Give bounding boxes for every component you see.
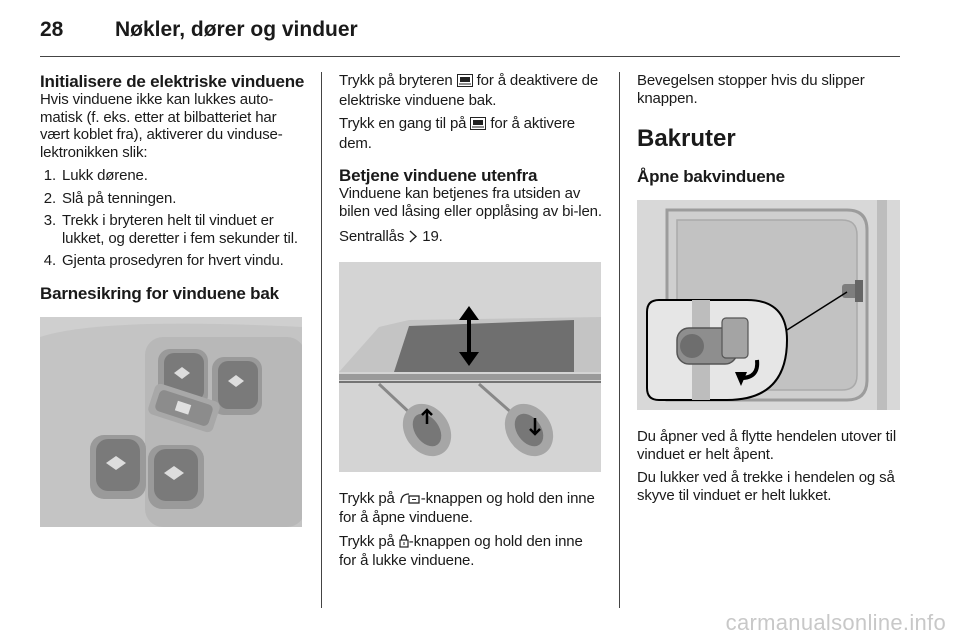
latch-zoom-inset [647, 300, 787, 400]
lock-key-icon [399, 534, 409, 553]
page-reference-icon [408, 230, 418, 248]
heading-operate-outside: Betjene vinduene utenfra [339, 166, 538, 185]
heading-rear-windows: Bakruter [637, 125, 736, 152]
list-item: 1. Lukk dørene. [43, 167, 148, 184]
column-divider [619, 72, 620, 608]
column-right [637, 72, 903, 504]
paragraph-open-windows: Trykk på -knappen og hold den inne for å åpne vinduene. [339, 489, 595, 526]
column-divider [321, 72, 322, 608]
list-item: 2. Slå på tenningen. [43, 189, 177, 207]
paragraph-close-windows: Trykk på -knappen og hold den inne for å lukke vinduene. [339, 532, 583, 569]
window-switch-panel-figure [40, 317, 302, 527]
child-lock-switch-icon [470, 117, 486, 135]
remote-key-figure [339, 262, 601, 472]
heading-child-lock: Barnesikring for vinduene bak [40, 283, 279, 303]
paragraph-open-lever: Du åpner ved å flytte hendelen utover til vinduet er helt åpent. [637, 428, 897, 463]
page-title: Nøkler, dører og vinduer [115, 18, 358, 41]
paragraph-close-lever: Du lukker ved å trekke i hendelen og så skyve til vinduet er helt lukket. [637, 469, 895, 504]
list-item: 4. Gjenta prosedyren for hvert vindu. [43, 252, 284, 269]
page-number: 28 [40, 18, 64, 41]
page-header [40, 18, 358, 48]
paragraph-deactivate: Trykk på bryteren for å deaktivere de elektriske vinduene bak. [339, 72, 599, 109]
rear-window-latch-figure [637, 200, 900, 410]
paragraph-intro: Hvis vinduene ikke kan lukkes auto-matisk (f. eks. etter at bilbatteriet har vært koblet fra), aktiverer du vinduse-lektronikken slik: [40, 91, 283, 161]
heading-initialize-windows: Initialisere de elektriske vinduene [40, 72, 305, 91]
list-item: 3. Trekk i bryteren helt til vinduet er lukket, og deretter i fem sekunder til. [43, 212, 298, 247]
column-left [40, 72, 308, 527]
heading-open-rear-windows: Åpne bakvinduene [637, 167, 785, 186]
paragraph-activate: Trykk en gang til på for å aktivere dem. [339, 115, 575, 152]
watermark: carmanualsonline.info [725, 610, 946, 635]
unlock-key-icon [399, 492, 421, 510]
paragraph-central-lock-ref: Sentrallås 19. [339, 228, 603, 248]
header-divider [40, 56, 900, 57]
paragraph-movement-stops: Bevegelsen stopper hvis du slipper knappen. [637, 72, 865, 107]
column-middle [339, 72, 603, 570]
child-lock-switch-icon [457, 74, 473, 92]
steps-list [40, 167, 308, 270]
paragraph-outside: Vinduene kan betjenes fra utsiden av bilen ved låsing eller opplåsing av bi-len. [339, 185, 602, 220]
